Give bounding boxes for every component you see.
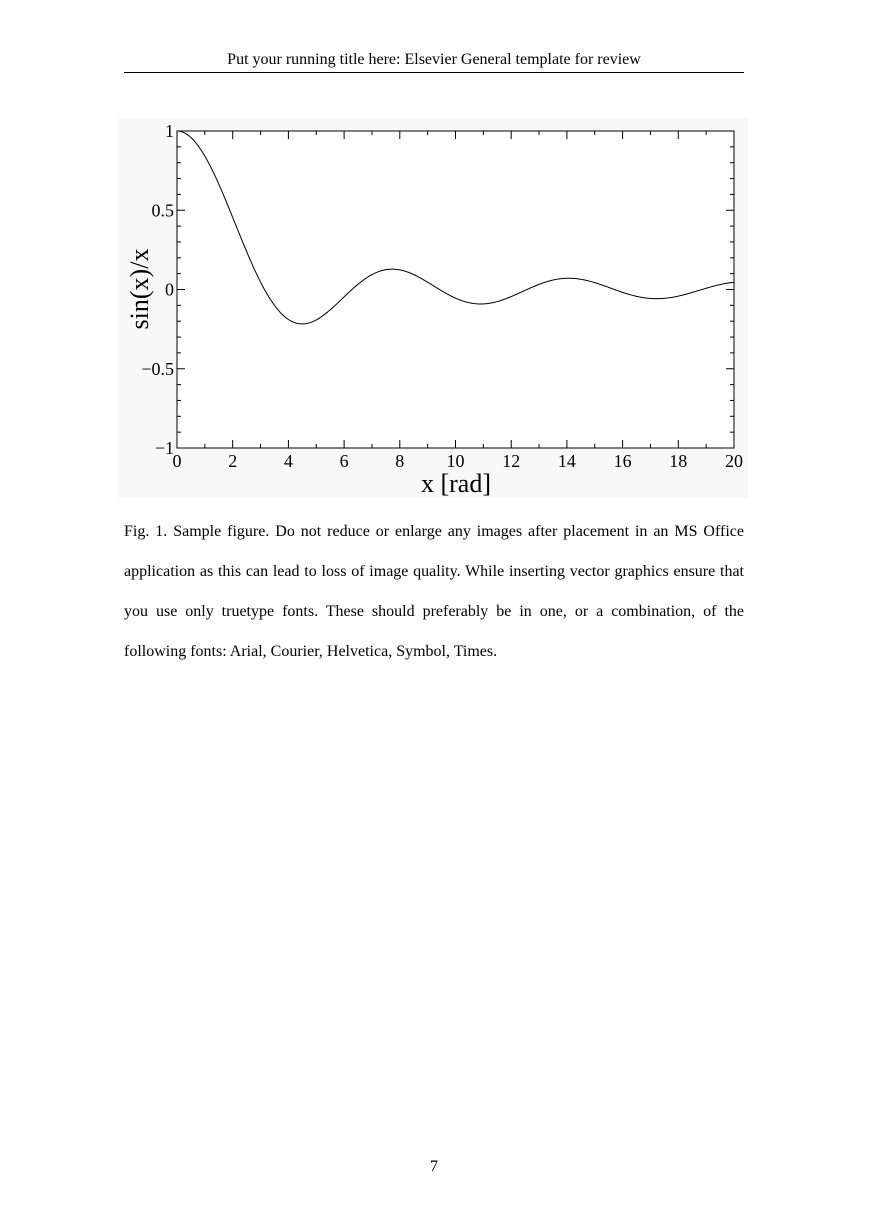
- x-tick-label: 18: [669, 451, 688, 471]
- x-tick-label: 14: [557, 451, 576, 471]
- y-tick-label: −0.5: [141, 358, 174, 379]
- figure: [118, 118, 748, 498]
- x-tick-label: 8: [395, 451, 405, 471]
- y-tick-label: 1: [165, 121, 174, 141]
- y-tick-label: 0.5: [151, 200, 174, 221]
- sinc-chart: [118, 118, 748, 498]
- figure-caption: Fig. 1. Sample figure. Do not reduce or enlarge any images after placement in an MS Office application as this can lead to loss of image quality. While inserting vector graphics ensure that you use only truetype fonts. These should preferably be in one, or a combination, of the following fonts: Arial, Courier, Helvetica, Symbol, Times.: [124, 523, 744, 660]
- header-rule: [124, 72, 744, 73]
- x-tick-label: 6: [339, 451, 349, 471]
- y-tick-label: 0: [165, 279, 174, 300]
- x-tick-label: 10: [446, 451, 465, 471]
- x-tick-label: 4: [283, 451, 293, 471]
- y-axis-label: sin(x)/x: [125, 248, 154, 330]
- running-title: Put your running title here: Elsevier General template for review: [227, 51, 641, 68]
- x-axis-label: x [rad]: [420, 469, 492, 498]
- page-number: 7: [430, 1158, 438, 1175]
- x-tick-label: 16: [613, 451, 632, 471]
- x-tick-label: 0: [172, 451, 182, 471]
- y-tick-label: −1: [154, 438, 174, 458]
- x-tick-label: 2: [228, 451, 238, 471]
- x-tick-label: 20: [725, 451, 743, 471]
- x-tick-label: 12: [502, 451, 521, 471]
- plot-frame: [177, 131, 734, 448]
